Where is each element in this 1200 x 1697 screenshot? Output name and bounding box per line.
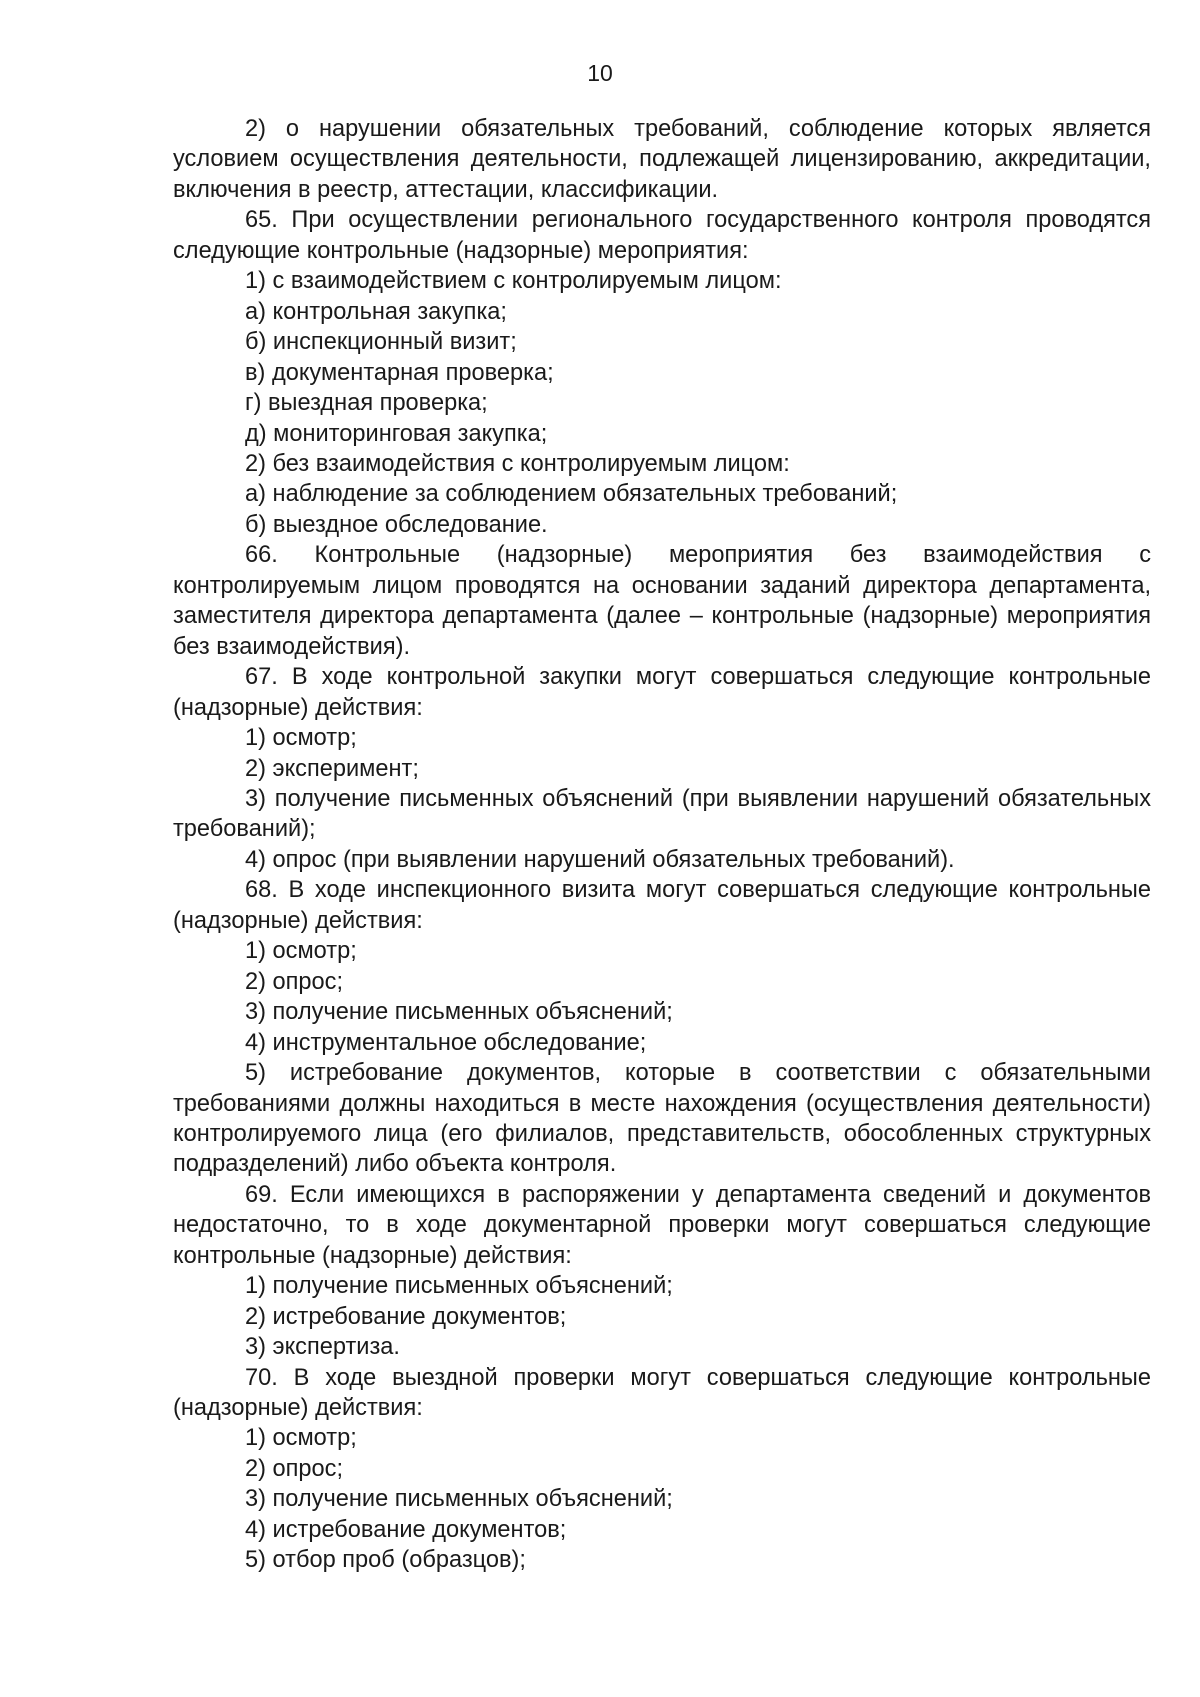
paragraph: д) мониторинговая закупка; (245, 420, 548, 447)
paragraph: 1) получение письменных объяснений; (245, 1273, 673, 1300)
paragraph: а) контрольная закупка; (245, 298, 507, 325)
paragraph: 3) экспертиза. (245, 1334, 400, 1361)
paragraph: 4) истребование документов; (245, 1516, 567, 1543)
paragraph: 2) истребование документов; (245, 1303, 567, 1330)
paragraph: г) выездная проверка; (245, 390, 488, 417)
paragraph: в) документарная проверка; (245, 359, 554, 386)
paragraph: 2) эксперимент; (245, 755, 419, 782)
paragraph: 67. В ходе контрольной закупки могут совершаться следующие контрольные (надзорные) действия: (173, 664, 1151, 721)
paragraph: 3) получение письменных объяснений; (245, 1486, 673, 1513)
page-number: 10 (587, 60, 613, 86)
paragraph: 66. Контрольные (надзорные) мероприятия без взаимодействия с контролируемым лицом проводятся на основании заданий директора департамента, заместителя директора департамента (далее – контрольные (надзорные) мероприятия без взаимодействия). (173, 542, 1151, 660)
paragraph: 3) получение письменных объяснений; (245, 999, 673, 1026)
paragraph: 4) опрос (при выявлении нарушений обязательных требований). (245, 846, 955, 873)
paragraph: 2) без взаимодействия с контролируемым лицом: (245, 450, 790, 477)
paragraph: 5) истребование документов, которые в соответствии с обязательными требованиями должны находиться в месте нахождения (осуществления деятельности) контролируемого лица (его филиалов, представительств, обособленных структурных подразделений) либо объекта контроля. (173, 1060, 1151, 1178)
paragraph: б) выездное обследование. (245, 511, 548, 538)
paragraph: 3) получение письменных объяснений (при выявлении нарушений обязательных требований); (173, 785, 1151, 843)
paragraph: 68. В ходе инспекционного визита могут совершаться следующие контрольные (надзорные) действия: (173, 877, 1151, 934)
document-body (173, 114, 1151, 1576)
paragraph: б) инспекционный визит; (245, 329, 517, 356)
paragraph: 5) отбор проб (образцов); (245, 1547, 526, 1574)
paragraph: 1) с взаимодействием с контролируемым лицом: (245, 268, 782, 295)
paragraph: 1) осмотр; (245, 1425, 357, 1452)
paragraph: 2) опрос; (245, 1455, 344, 1482)
paragraph: а) наблюдение за соблюдением обязательных требований; (245, 481, 898, 508)
paragraph: 65. При осуществлении регионального государственного контроля проводятся следующие контрольные (надзорные) мероприятия: (173, 207, 1151, 264)
paragraph: 69. Если имеющихся в распоряжении у департамента сведений и документов недостаточно, то в ходе документарной проверки могут совершаться следующие контрольные (надзорные) действия: (173, 1181, 1151, 1269)
paragraph: 70. В ходе выездной проверки могут совершаться следующие контрольные (надзорные) действия: (173, 1364, 1151, 1422)
paragraph: 1) осмотр; (245, 725, 357, 752)
paragraph: 4) инструментальное обследование; (245, 1029, 647, 1056)
paragraph: 1) осмотр; (245, 938, 357, 965)
paragraph: 2) опрос; (245, 968, 344, 995)
paragraph: 2) о нарушении обязательных требований, соблюдение которых является условием осуществления деятельности, подлежащей лицензированию, аккредитации, включения в реестр, аттестации, классификации. (173, 116, 1151, 203)
